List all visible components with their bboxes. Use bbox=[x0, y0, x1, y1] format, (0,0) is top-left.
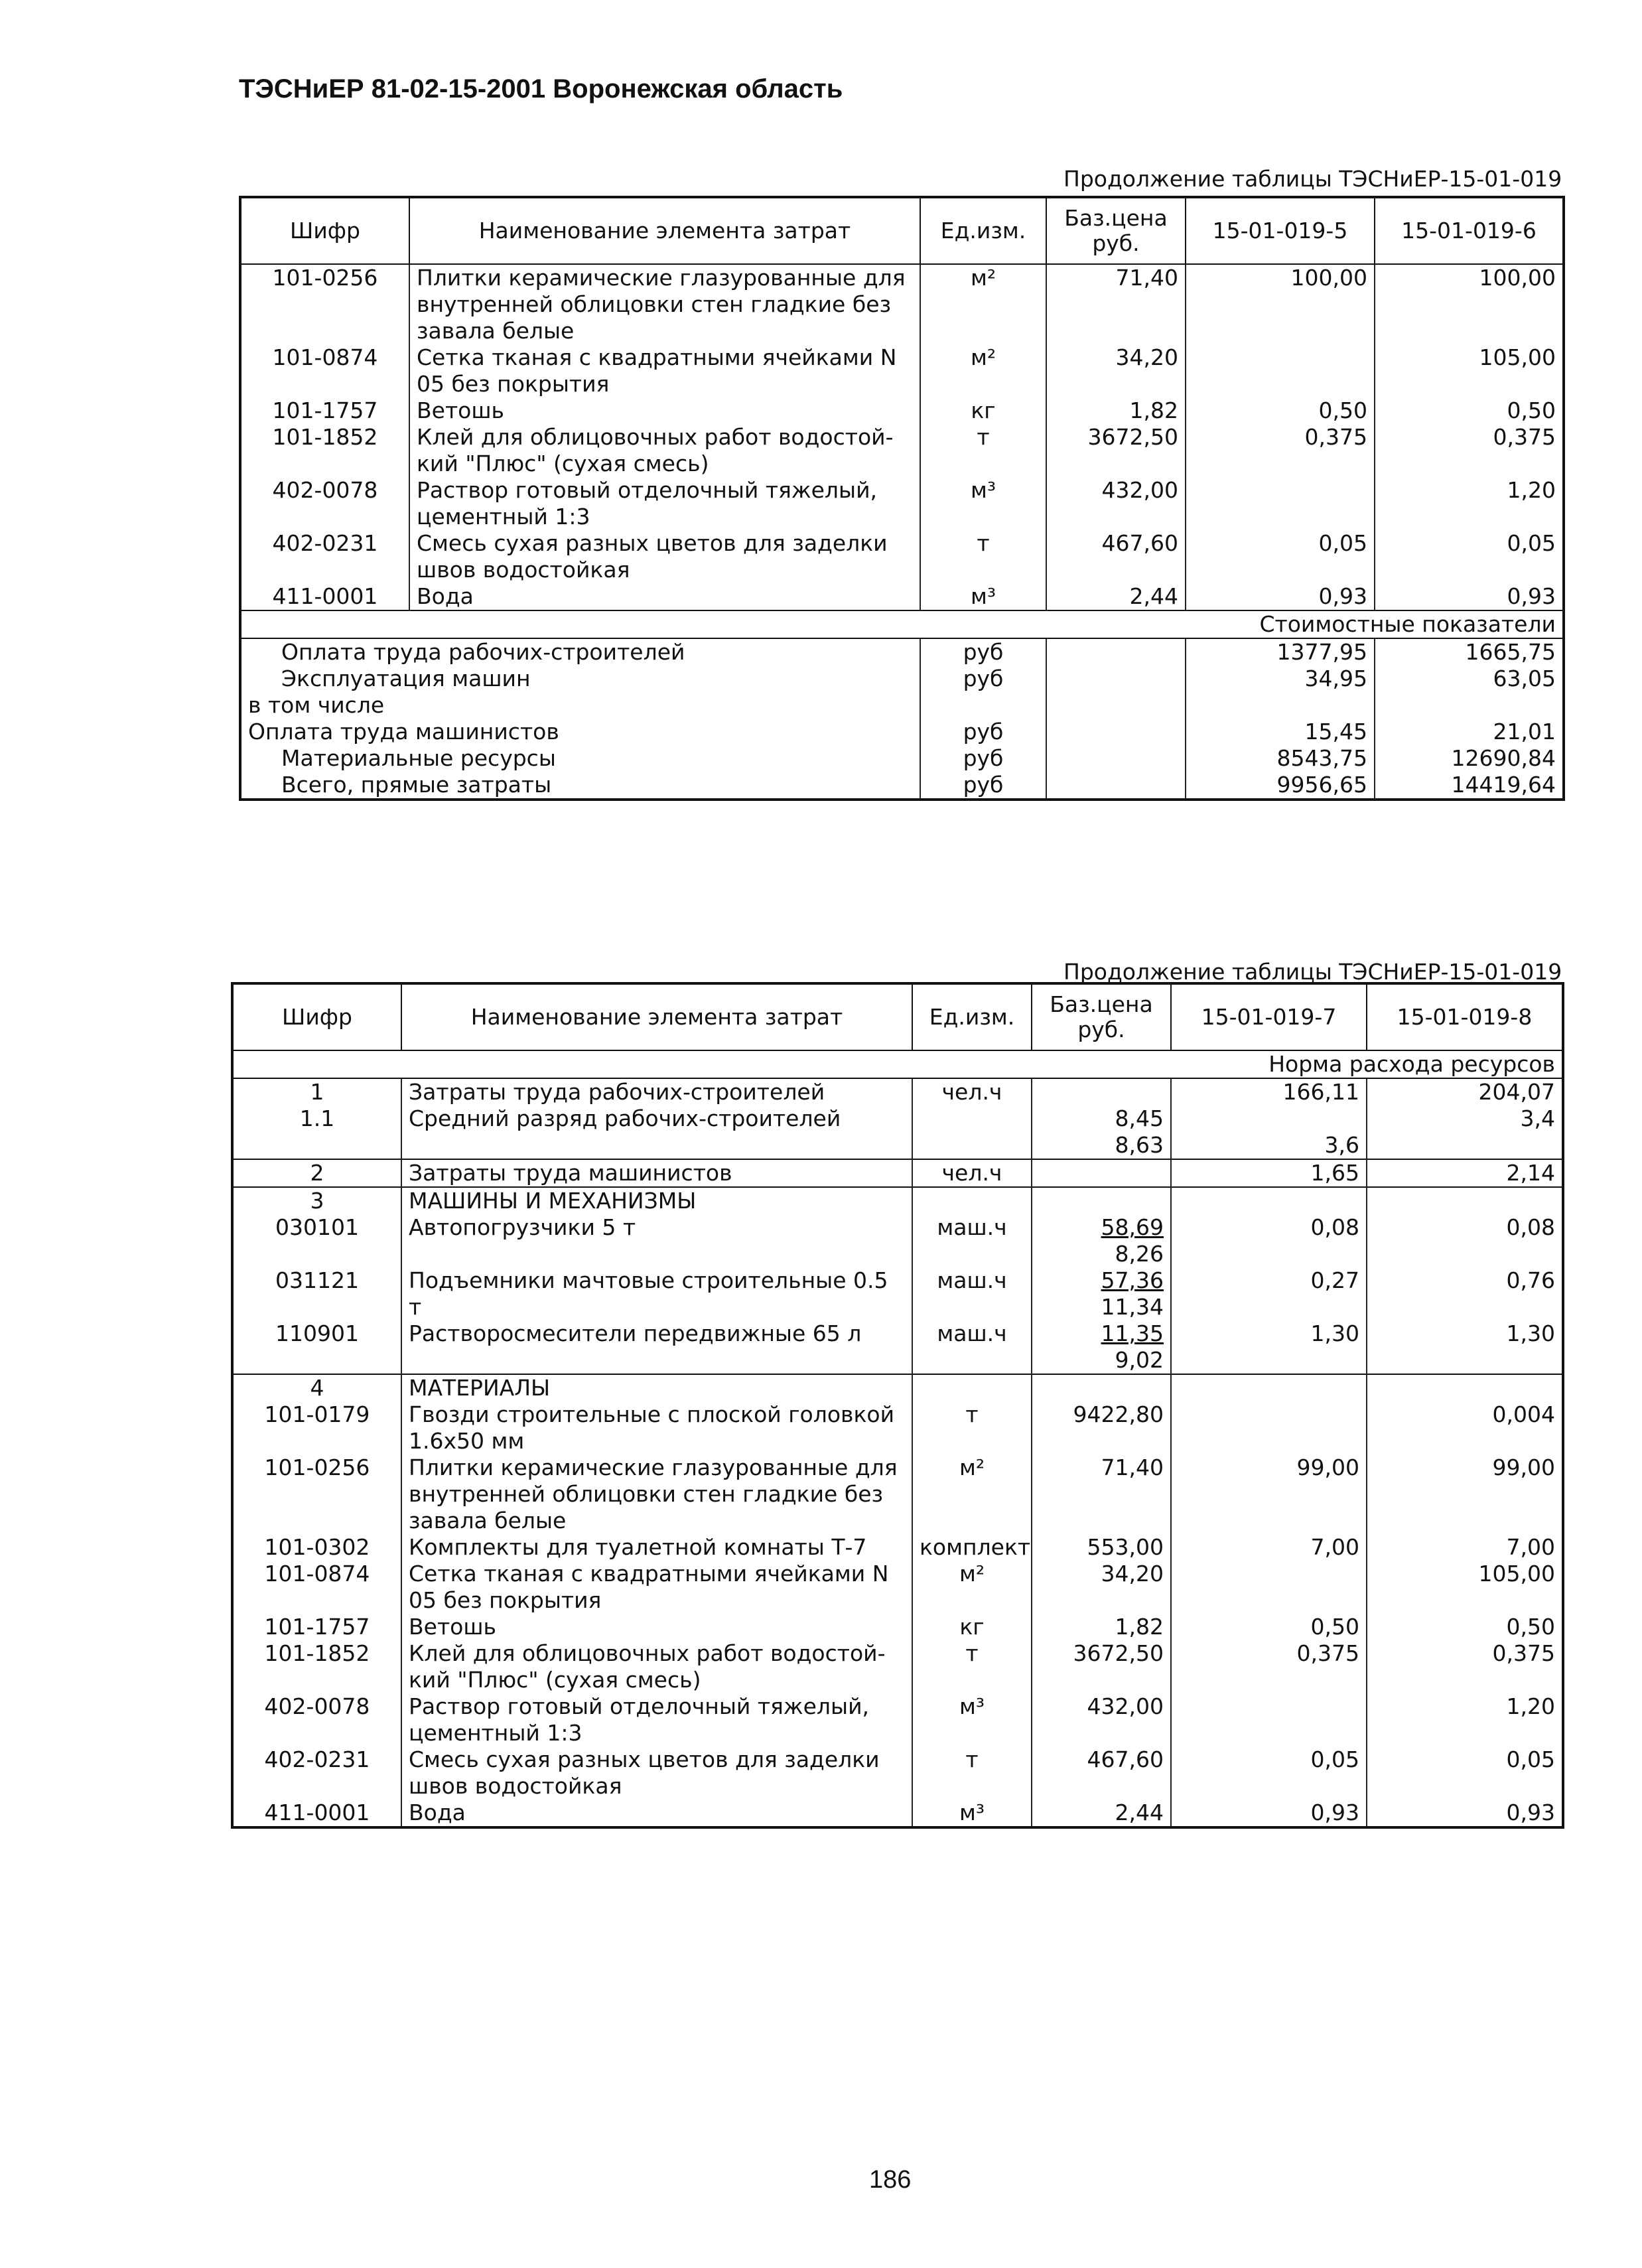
table-row bbox=[232, 1267, 1563, 1320]
cell-norm-b: 1,20 bbox=[1367, 1693, 1563, 1746]
table-row bbox=[240, 583, 1564, 610]
cell-price: 34,20 bbox=[1046, 344, 1186, 397]
cell-code: 101-1852 bbox=[264, 1640, 370, 1666]
page-title: ТЭСНиЕР 81-02-15-2001 Воронежская область bbox=[239, 74, 843, 104]
summary-unit: руб bbox=[920, 719, 1046, 745]
cell-price: 9422,80 bbox=[1032, 1401, 1171, 1454]
table-row bbox=[232, 1214, 1563, 1267]
summary-row bbox=[240, 666, 1564, 692]
summary-label: Материальные ресурсы bbox=[281, 745, 556, 771]
cell-norm-a: 0,375 bbox=[1186, 424, 1375, 477]
table-row bbox=[240, 477, 1564, 530]
cell-code: 101-0874 bbox=[272, 344, 378, 370]
cell-norm-b: 0,375 bbox=[1375, 424, 1564, 477]
cell-norm-b: 2,14 bbox=[1367, 1159, 1563, 1187]
cell-norm-a: 0,08 bbox=[1171, 1214, 1367, 1267]
cell-price bbox=[1032, 1214, 1171, 1267]
table-row bbox=[232, 1078, 1563, 1105]
summary-value-b: 12690,84 bbox=[1375, 745, 1564, 772]
summary-price-empty bbox=[1046, 719, 1186, 745]
cell-code: 101-0256 bbox=[272, 265, 378, 291]
cell-unit: м² bbox=[920, 344, 1046, 397]
cell-code bbox=[232, 1132, 401, 1159]
cell-norm-b: 0,50 bbox=[1367, 1614, 1563, 1640]
summary-value-a: 8543,75 bbox=[1186, 745, 1375, 772]
summary-unit bbox=[920, 692, 1046, 719]
cell-unit: т bbox=[912, 1746, 1032, 1800]
cell-name: Раствор готовый отделочный тяжелый, цементный 1:3 bbox=[409, 477, 920, 530]
summary-label: Всего, прямые затраты bbox=[281, 772, 552, 798]
cell-norm-a bbox=[1171, 1561, 1367, 1614]
col-header-norm-b: 15-01-019-6 bbox=[1375, 197, 1564, 264]
col-header-code: Шифр bbox=[240, 197, 409, 264]
table-row bbox=[232, 1640, 1563, 1693]
cell-price bbox=[1032, 1374, 1171, 1401]
cell-norm-a: 166,11 bbox=[1171, 1078, 1367, 1105]
table-row bbox=[232, 1534, 1563, 1561]
col-header-name: Наименование элемента затрат bbox=[401, 983, 912, 1050]
cell-price: 3672,50 bbox=[1046, 424, 1186, 477]
summary-price-empty bbox=[1046, 692, 1186, 719]
cell-norm-a bbox=[1171, 1401, 1367, 1454]
table1-header-row bbox=[240, 197, 1564, 264]
resource-table-1 bbox=[239, 196, 1565, 801]
summary-label: Оплата труда машинистов bbox=[248, 719, 559, 744]
cell-code: 101-1757 bbox=[264, 1614, 370, 1640]
table-row bbox=[240, 344, 1564, 397]
cell-norm-b: 1,30 bbox=[1367, 1320, 1563, 1374]
machine-price: 58,69 bbox=[1101, 1214, 1164, 1240]
cell-norm-b: 0,93 bbox=[1375, 583, 1564, 610]
cell-price bbox=[1032, 1159, 1171, 1187]
summary-unit: руб bbox=[920, 666, 1046, 692]
cell-unit: м² bbox=[920, 264, 1046, 344]
cell-name: Вода bbox=[401, 1800, 912, 1827]
cell-norm-b: 0,93 bbox=[1367, 1800, 1563, 1827]
cell-norm-b: 0,50 bbox=[1375, 397, 1564, 424]
cell-code: 101-0179 bbox=[264, 1401, 370, 1427]
summary-value-a: 34,95 bbox=[1186, 666, 1375, 692]
summary-value-b: 63,05 bbox=[1375, 666, 1564, 692]
cell-unit: т bbox=[920, 530, 1046, 583]
summary-price-empty bbox=[1046, 745, 1186, 772]
cell-price: 553,00 bbox=[1032, 1534, 1171, 1561]
cell-code: 2 bbox=[232, 1159, 401, 1187]
cell-unit: кг bbox=[912, 1614, 1032, 1640]
summary-price-empty bbox=[1046, 666, 1186, 692]
cell-unit: чел.ч bbox=[912, 1078, 1032, 1105]
section-label: Стоимостные показатели bbox=[240, 610, 1564, 638]
cell-norm-b bbox=[1367, 1132, 1563, 1159]
cell-code: 4 bbox=[232, 1374, 401, 1401]
cell-norm-b: 0,05 bbox=[1367, 1746, 1563, 1800]
cell-code: 101-1852 bbox=[272, 424, 378, 450]
table-row bbox=[232, 1401, 1563, 1454]
cell-code: 402-0231 bbox=[264, 1746, 370, 1772]
cell-price: 2,44 bbox=[1032, 1800, 1171, 1827]
summary-value-b bbox=[1375, 692, 1564, 719]
cell-unit: м³ bbox=[912, 1800, 1032, 1827]
cell-price bbox=[1032, 1320, 1171, 1374]
cell-norm-a: 0,27 bbox=[1171, 1267, 1367, 1320]
cell-code: 101-0874 bbox=[264, 1561, 370, 1587]
cell-name: Автопогрузчики 5 т bbox=[401, 1214, 912, 1267]
cell-unit: м² bbox=[912, 1454, 1032, 1534]
cell-code: 402-0231 bbox=[272, 530, 378, 556]
cell-norm-b: 99,00 bbox=[1367, 1454, 1563, 1534]
cell-norm-a: 99,00 bbox=[1171, 1454, 1367, 1534]
cell-name: Вода bbox=[409, 583, 920, 610]
cell-price bbox=[1032, 1078, 1171, 1105]
cell-code: 3 bbox=[232, 1187, 401, 1214]
cell-name bbox=[401, 1132, 912, 1159]
cell-norm-a: 0,93 bbox=[1186, 583, 1375, 610]
cell-name: Плитки керамические глазурованные для внутренней облицовки стен гладкие без завала белые bbox=[409, 264, 920, 344]
cell-unit: чел.ч bbox=[912, 1159, 1032, 1187]
table-row bbox=[232, 1454, 1563, 1534]
cell-price bbox=[1032, 1267, 1171, 1320]
page-number: 186 bbox=[869, 2166, 912, 2194]
cell-unit: т bbox=[912, 1401, 1032, 1454]
table-row bbox=[232, 1614, 1563, 1640]
cell-norm-b: 0,76 bbox=[1367, 1267, 1563, 1320]
cell-code: 030101 bbox=[275, 1214, 359, 1240]
table-row bbox=[232, 1105, 1563, 1132]
cell-norm-a: 7,00 bbox=[1171, 1534, 1367, 1561]
cell-norm-a: 0,05 bbox=[1186, 530, 1375, 583]
cell-unit: т bbox=[920, 424, 1046, 477]
cell-unit: т bbox=[912, 1640, 1032, 1693]
cell-unit bbox=[912, 1187, 1032, 1214]
cell-unit bbox=[912, 1105, 1032, 1132]
cell-code: 101-1757 bbox=[272, 397, 378, 423]
cell-name: Ветошь bbox=[401, 1614, 912, 1640]
cell-norm-a bbox=[1186, 344, 1375, 397]
machine-price: 11,35 bbox=[1101, 1320, 1164, 1346]
section-label: Норма расхода ресурсов bbox=[232, 1050, 1563, 1078]
cell-norm-b: 0,375 bbox=[1367, 1640, 1563, 1693]
summary-value-a: 9956,65 bbox=[1186, 772, 1375, 800]
cell-norm-b bbox=[1367, 1187, 1563, 1214]
summary-row bbox=[240, 745, 1564, 772]
cell-unit: м³ bbox=[920, 477, 1046, 530]
cell-norm-a: 0,50 bbox=[1186, 397, 1375, 424]
summary-label: в том числе bbox=[248, 692, 385, 718]
cell-price: 1,82 bbox=[1032, 1614, 1171, 1640]
cell-code: 1.1 bbox=[299, 1105, 335, 1131]
table-row bbox=[232, 1561, 1563, 1614]
cell-norm-b: 1,20 bbox=[1375, 477, 1564, 530]
cell-code: 101-0256 bbox=[264, 1454, 370, 1480]
resource-table-2 bbox=[231, 982, 1564, 1829]
cell-price: 71,40 bbox=[1046, 264, 1186, 344]
col-header-code: Шифр bbox=[232, 983, 401, 1050]
summary-label: Оплата труда рабочих-строителей bbox=[281, 639, 685, 665]
table2-caption: Продолжение таблицы ТЭСНиЕР-15-01-019 bbox=[1063, 959, 1562, 985]
summary-unit: руб bbox=[920, 772, 1046, 800]
cell-price: 2,44 bbox=[1046, 583, 1186, 610]
cell-norm-b bbox=[1367, 1374, 1563, 1401]
section-label-row bbox=[240, 610, 1564, 638]
table-row bbox=[240, 264, 1564, 344]
cell-norm-b: 204,07 bbox=[1367, 1078, 1563, 1105]
cell-unit: маш.ч bbox=[912, 1320, 1032, 1374]
cell-name: Сетка тканая с квадратными ячейками N 05 без покрытия bbox=[401, 1561, 912, 1614]
table-row bbox=[232, 1159, 1563, 1187]
col-header-price: Баз.цена руб. bbox=[1032, 983, 1171, 1050]
cell-price: 432,00 bbox=[1032, 1693, 1171, 1746]
cell-name: Ветошь bbox=[409, 397, 920, 424]
cell-unit: м³ bbox=[920, 583, 1046, 610]
cell-name: Комплекты для туалетной комнаты Т-7 bbox=[401, 1534, 912, 1561]
cell-price: 8,63 bbox=[1032, 1132, 1171, 1159]
cell-code: 1 bbox=[310, 1079, 324, 1105]
col-header-norm-b: 15-01-019-8 bbox=[1367, 983, 1563, 1050]
col-header-price: Баз.цена руб. bbox=[1046, 197, 1186, 264]
cell-norm-a: 1,30 bbox=[1171, 1320, 1367, 1374]
cell-code: 031121 bbox=[275, 1267, 359, 1293]
cell-name: Затраты труда рабочих-строителей bbox=[401, 1078, 912, 1105]
cell-norm-a: 1,65 bbox=[1171, 1159, 1367, 1187]
table-row bbox=[240, 397, 1564, 424]
table-row bbox=[232, 1800, 1563, 1827]
cell-norm-b: 0,05 bbox=[1375, 530, 1564, 583]
cell-price: 34,20 bbox=[1032, 1561, 1171, 1614]
cell-code: 110901 bbox=[275, 1320, 359, 1346]
cell-price bbox=[1032, 1187, 1171, 1214]
section-label-row bbox=[232, 1050, 1563, 1078]
cell-unit: маш.ч bbox=[912, 1214, 1032, 1267]
summary-value-b: 14419,64 bbox=[1375, 772, 1564, 800]
cell-unit: м³ bbox=[912, 1693, 1032, 1746]
cell-unit: маш.ч bbox=[912, 1267, 1032, 1320]
cell-name: Затраты труда машинистов bbox=[401, 1159, 912, 1187]
cell-name: Клей для облицовочных работ водостой-кий "Плюс" (сухая смесь) bbox=[409, 424, 920, 477]
cell-norm-b: 7,00 bbox=[1367, 1534, 1563, 1561]
cell-price: 467,60 bbox=[1046, 530, 1186, 583]
cell-unit: кг bbox=[920, 397, 1046, 424]
cell-unit: м² bbox=[912, 1561, 1032, 1614]
cell-norm-a: 0,50 bbox=[1171, 1614, 1367, 1640]
cell-norm-a: 0,375 bbox=[1171, 1640, 1367, 1693]
cell-norm-b: 100,00 bbox=[1375, 264, 1564, 344]
cell-code: 402-0078 bbox=[264, 1693, 370, 1719]
summary-row bbox=[240, 772, 1564, 800]
cell-code: 402-0078 bbox=[272, 477, 378, 503]
cell-name: Подъемники мачтовые строительные 0.5 т bbox=[401, 1267, 912, 1320]
cell-norm-b: 105,00 bbox=[1375, 344, 1564, 397]
cell-name: МАТЕРИАЛЫ bbox=[401, 1374, 912, 1401]
col-header-name: Наименование элемента затрат bbox=[409, 197, 920, 264]
cell-name: Гвозди строительные с плоской головкой 1.6х50 мм bbox=[401, 1401, 912, 1454]
summary-value-b: 1665,75 bbox=[1375, 638, 1564, 666]
cell-unit bbox=[912, 1132, 1032, 1159]
cell-code: 411-0001 bbox=[264, 1800, 370, 1825]
cell-price: 467,60 bbox=[1032, 1746, 1171, 1800]
table-row bbox=[232, 1132, 1563, 1159]
col-header-norm-a: 15-01-019-7 bbox=[1171, 983, 1367, 1050]
cell-name: Растворосмесители передвижные 65 л bbox=[401, 1320, 912, 1374]
summary-value-a: 15,45 bbox=[1186, 719, 1375, 745]
table2-header-row bbox=[232, 983, 1563, 1050]
section-heading-row bbox=[232, 1187, 1563, 1214]
cell-name: МАШИНЫ И МЕХАНИЗМЫ bbox=[401, 1187, 912, 1214]
table1-caption: Продолжение таблицы ТЭСНиЕР-15-01-019 bbox=[1063, 166, 1562, 192]
summary-label: Эксплуатация машин bbox=[281, 666, 531, 691]
table-row bbox=[240, 424, 1564, 477]
cell-price: 1,82 bbox=[1046, 397, 1186, 424]
cell-norm-a bbox=[1171, 1105, 1367, 1132]
cell-price: 3672,50 bbox=[1032, 1640, 1171, 1693]
summary-row bbox=[240, 692, 1564, 719]
cell-norm-a bbox=[1171, 1374, 1367, 1401]
cell-norm-b: 3,4 bbox=[1367, 1105, 1563, 1132]
cell-name: Смесь сухая разных цветов для заделки швов водостойкая bbox=[401, 1746, 912, 1800]
cell-norm-a: 0,05 bbox=[1171, 1746, 1367, 1800]
summary-value-a: 1377,95 bbox=[1186, 638, 1375, 666]
cell-price: 71,40 bbox=[1032, 1454, 1171, 1534]
col-header-unit: Ед.изм. bbox=[920, 197, 1046, 264]
cell-norm-b: 0,004 bbox=[1367, 1401, 1563, 1454]
machinist-wage: 9,02 bbox=[1115, 1347, 1164, 1373]
machinist-wage: 11,34 bbox=[1101, 1294, 1164, 1320]
cell-name: Клей для облицовочных работ водостой-кий "Плюс" (сухая смесь) bbox=[401, 1640, 912, 1693]
summary-unit: руб bbox=[920, 745, 1046, 772]
cell-name: Плитки керамические глазурованные для внутренней облицовки стен гладкие без завала белые bbox=[401, 1454, 912, 1534]
cell-norm-a bbox=[1171, 1187, 1367, 1214]
summary-value-b: 21,01 bbox=[1375, 719, 1564, 745]
table-row bbox=[232, 1320, 1563, 1374]
col-header-unit: Ед.изм. bbox=[912, 983, 1032, 1050]
summary-unit: руб bbox=[920, 638, 1046, 666]
cell-unit: комплект bbox=[912, 1534, 1032, 1561]
cell-unit bbox=[912, 1374, 1032, 1401]
cell-name: Смесь сухая разных цветов для заделки швов водостойкая bbox=[409, 530, 920, 583]
cell-norm-b: 0,08 bbox=[1367, 1214, 1563, 1267]
cell-norm-a: 0,93 bbox=[1171, 1800, 1367, 1827]
cell-norm-a: 3,6 bbox=[1171, 1132, 1367, 1159]
cell-name: Средний разряд рабочих-строителей bbox=[401, 1105, 912, 1132]
summary-row bbox=[240, 719, 1564, 745]
table-row bbox=[240, 530, 1564, 583]
table-row bbox=[232, 1746, 1563, 1800]
table-row bbox=[232, 1693, 1563, 1746]
cell-name: Сетка тканая с квадратными ячейками N 05 без покрытия bbox=[409, 344, 920, 397]
section-heading-row bbox=[232, 1374, 1563, 1401]
summary-price-empty bbox=[1046, 638, 1186, 666]
cell-price: 432,00 bbox=[1046, 477, 1186, 530]
cell-norm-a bbox=[1171, 1693, 1367, 1746]
cell-norm-a: 100,00 bbox=[1186, 264, 1375, 344]
cell-norm-b: 105,00 bbox=[1367, 1561, 1563, 1614]
machine-price: 57,36 bbox=[1101, 1267, 1164, 1293]
machinist-wage: 8,26 bbox=[1115, 1241, 1164, 1267]
cell-code: 101-0302 bbox=[264, 1534, 370, 1560]
summary-value-a bbox=[1186, 692, 1375, 719]
summary-row bbox=[240, 638, 1564, 666]
col-header-norm-a: 15-01-019-5 bbox=[1186, 197, 1375, 264]
cell-price: 8,45 bbox=[1032, 1105, 1171, 1132]
cell-norm-a bbox=[1186, 477, 1375, 530]
summary-price-empty bbox=[1046, 772, 1186, 800]
cell-name: Раствор готовый отделочный тяжелый, цементный 1:3 bbox=[401, 1693, 912, 1746]
cell-code: 411-0001 bbox=[272, 583, 378, 609]
